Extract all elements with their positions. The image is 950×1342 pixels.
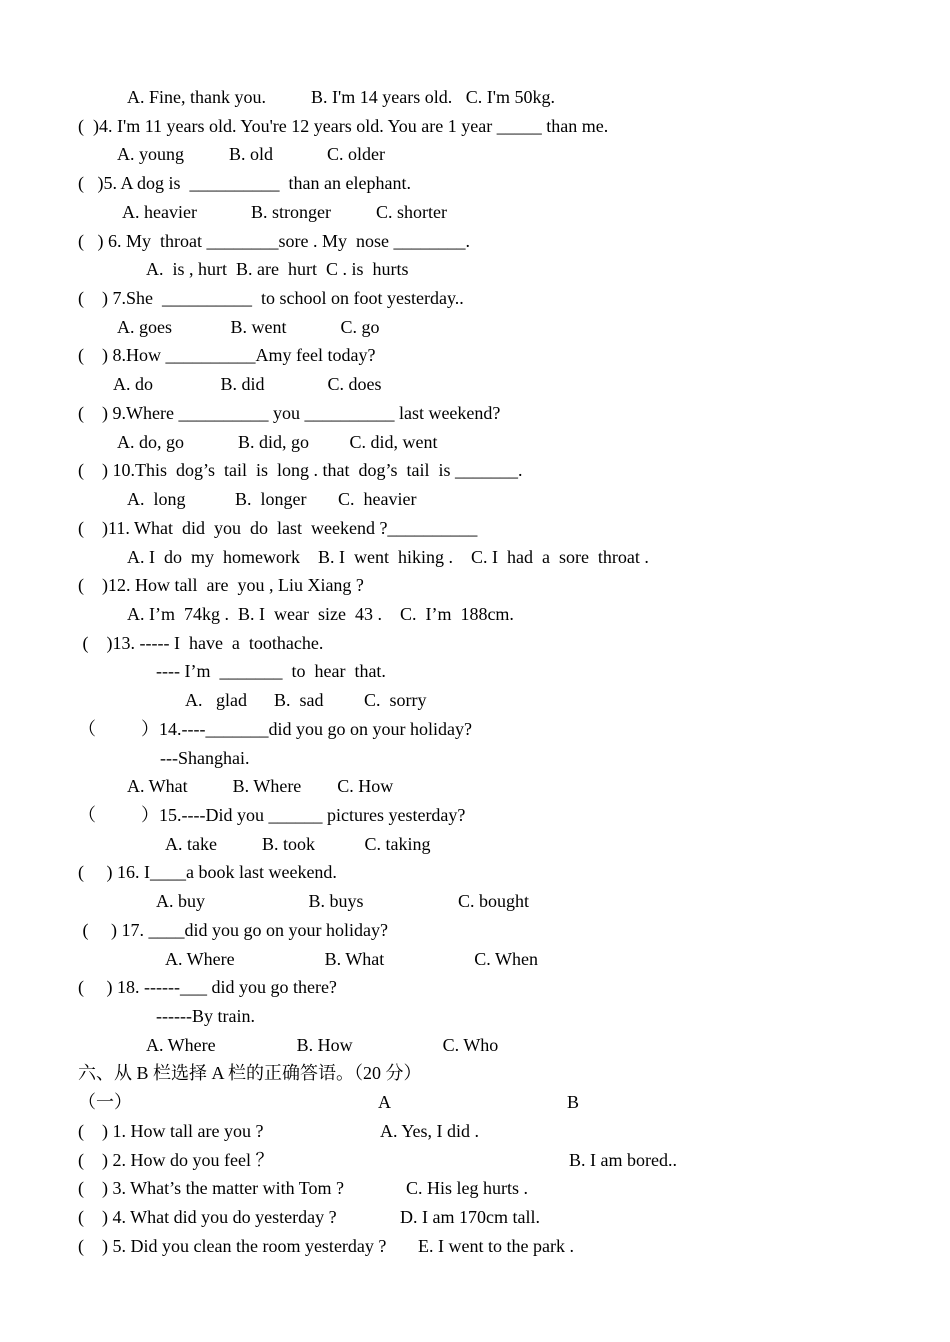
q16-options: A. buy B. buys C. bought <box>156 891 530 911</box>
question-16: ( ) 16. I____a book last weekend. <box>78 862 337 882</box>
question-14: （ ）14.----_______did you go on your holiday? <box>78 719 472 739</box>
match-question-3: ( ) 3. What’s the matter with Tom ? <box>78 1178 345 1198</box>
q12-options: A. I’m 74kg . B. I wear size 43 . C. I’m 188cm. <box>127 604 514 624</box>
question-11: ( )11. What did you do last weekend ?__________ <box>78 518 478 538</box>
q9-options: A. do, go B. did, go C. did, went <box>117 432 438 452</box>
match-question-1: ( ) 1. How tall are you ? <box>78 1121 264 1141</box>
question-7: ( ) 7.She __________ to school on foot yesterday.. <box>78 288 464 308</box>
question-5: ( )5. A dog is __________ than an elephant. <box>78 173 411 193</box>
match-answer-c: C. His leg hurts . <box>406 1178 529 1198</box>
q14-response: ---Shanghai. <box>160 748 250 768</box>
question-12: ( )12. How tall are you , Liu Xiang ? <box>78 575 364 595</box>
question-17: ( ) 17. ____did you go on your holiday? <box>78 920 388 940</box>
question-15: （ ）15.----Did you ______ pictures yesterday? <box>78 805 466 825</box>
question-9: ( ) 9.Where __________ you __________ last weekend? <box>78 403 501 423</box>
q13-options: A. glad B. sad C. sorry <box>185 690 427 710</box>
q18-response: ------By train. <box>156 1006 255 1026</box>
q5-options: A. heavier B. stronger C. shorter <box>122 202 447 222</box>
match-question-2: ( ) 2. How do you feel ？ <box>78 1150 274 1170</box>
match-answer-a: A. Yes, I did . <box>380 1121 480 1141</box>
q3-options: A. Fine, thank you. B. I'm 14 years old. C. I'm 50kg. <box>127 87 555 107</box>
q11-options: A. I do my homework B. I went hiking . C. I had a sore throat . <box>127 547 649 567</box>
question-6: ( ) 6. My throat ________sore . My nose ________. <box>78 231 470 251</box>
question-18: ( ) 18. ------___ did you go there? <box>78 977 337 997</box>
q17-options: A. Where B. What C. When <box>165 949 538 969</box>
q4-options: A. young B. old C. older <box>117 144 385 164</box>
q7-options: A. goes B. went C. go <box>117 317 380 337</box>
match-question-5: ( ) 5. Did you clean the room yesterday ? <box>78 1236 387 1256</box>
column-b-header: B <box>567 1092 580 1112</box>
q6-options: A. is , hurt B. are hurt C . is hurts <box>146 259 409 279</box>
match-answer-e: E. I went to the park . <box>418 1236 574 1256</box>
part-1-label: （一） <box>78 1092 132 1112</box>
match-answer-d: D. I am 170cm tall. <box>400 1207 540 1227</box>
q13-response: ---- I’m _______ to hear that. <box>156 661 386 681</box>
column-a-header: A <box>378 1092 391 1112</box>
match-question-4: ( ) 4. What did you do yesterday ? <box>78 1207 337 1227</box>
question-8: ( ) 8.How __________Amy feel today? <box>78 345 376 365</box>
q8-options: A. do B. did C. does <box>113 374 382 394</box>
question-10: ( ) 10.This dog’s tail is long . that dog’s tail is _______. <box>78 460 523 480</box>
q14-options: A. What B. Where C. How <box>127 776 394 796</box>
question-4: ( )4. I'm 11 years old. You're 12 years old. You are 1 year _____ than me. <box>78 116 609 136</box>
q18-options: A. Where B. How C. Who <box>146 1035 499 1055</box>
q15-options: A. take B. took C. taking <box>165 834 431 854</box>
match-answer-b: B. I am bored.. <box>569 1150 677 1170</box>
q10-options: A. long B. longer C. heavier <box>127 489 417 509</box>
question-13: ( )13. ----- I have a toothache. <box>78 633 324 653</box>
section-6-heading: 六、从 B 栏选择 A 栏的正确答语。（20 分） <box>78 1063 422 1083</box>
